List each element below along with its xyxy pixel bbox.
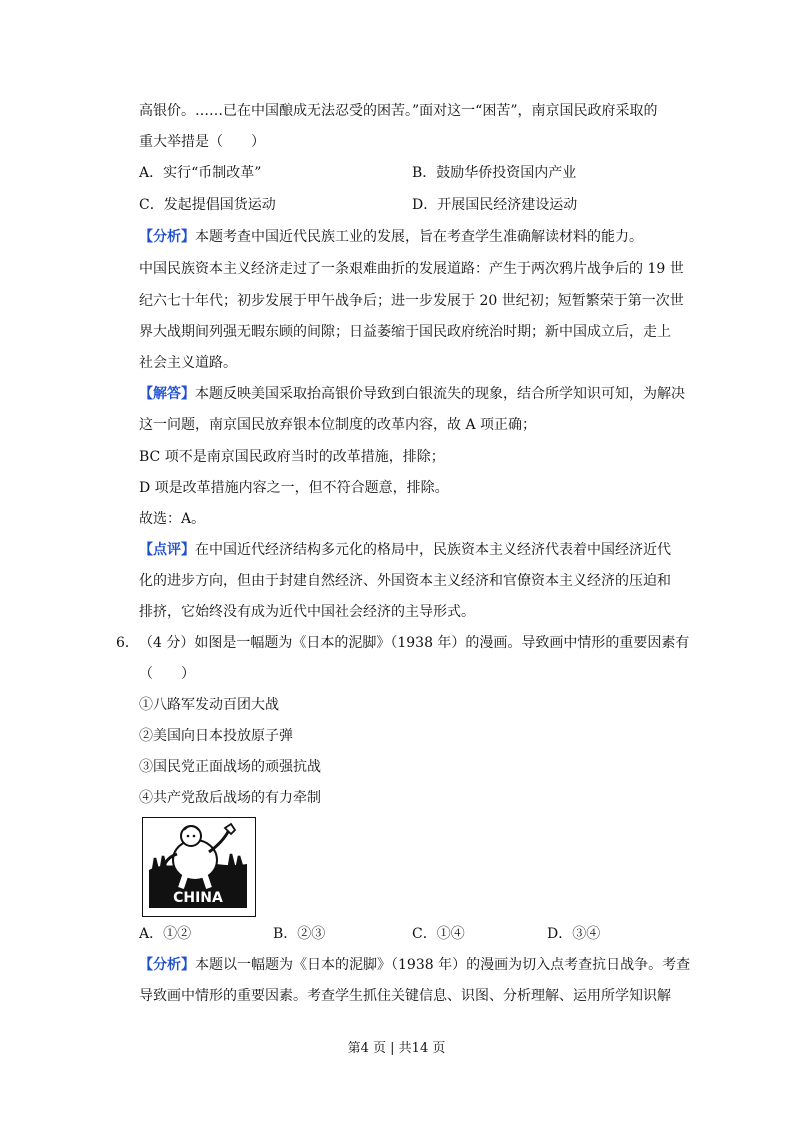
q5-answer-text-1: 本题反映美国采取抬高银价导致到白银流失的现象，结合所学知识可知，为解决 — [195, 386, 685, 402]
q5-comment-line-3: 排挤，它始终没有成为近代中国社会经济的主导形式。 — [139, 604, 475, 620]
q6-item-4: ④共产党敌后战场的有力牵制 — [139, 790, 321, 806]
q5-answer-line-3: BC 项不是南京国民政府当时的改革措施，排除； — [139, 449, 445, 465]
q5-option-a: A．实行“币制改革” — [139, 165, 262, 181]
q5-analysis-line-4: 界大战期间列强无暇东顾的间隙；日益萎缩于国民政府统治时期；新中国成立后，走上 — [139, 324, 671, 340]
q5-comment-line-2: 化的进步方向，但由于封建自然经济、外国资本主义经济和官僚资本主义经济的压迫和 — [139, 573, 671, 589]
q5-stem-line-2: 重大举措是（ ） — [139, 134, 265, 150]
q6-item-1: ①八路军发动百团大战 — [139, 697, 279, 713]
q5-option-d: D．开展国民经济建设运动 — [412, 197, 578, 213]
q6-item-2: ②美国向日本投放原子弹 — [139, 728, 293, 744]
q5-analysis-text-1: 本题考查中国近代民族工业的发展，旨在考查学生准确解读材料的能力。 — [195, 229, 643, 245]
cartoon-label: CHINA — [173, 890, 223, 906]
q6-analysis-text-1: 本题以一幅题为《日本的泥脚》（1938 年）的漫画为切入点考查抗日战争。考查 — [195, 957, 691, 973]
page-footer: 第4 页 | 共14 页 — [347, 1041, 446, 1056]
q5-comment-text-1: 在中国近代经济结构多元化的格局中，民族资本主义经济代表着中国经济近代 — [195, 542, 671, 558]
q5-analysis-line-5: 社会主义道路。 — [139, 355, 237, 371]
q6-number: 6． — [116, 635, 139, 651]
q5-comment-line-1 — [139, 540, 671, 560]
q5-analysis-line-3: 纪六七十年代；初步发展于甲午战争后；进一步发展于 20 世纪初；短暂繁荣于第一次世 — [139, 293, 684, 309]
q5-answer-line-4: D 项是改革措施内容之一，但不符合题意，排除。 — [139, 480, 449, 496]
q5-analysis-line-2: 中国民族资本主义经济走过了一条艰难曲折的发展道路：产生于两次鸦片战争后的 19 世 — [139, 261, 684, 277]
q6-analysis-line-1 — [139, 955, 690, 975]
q5-stem-line-1: 高银价。……已在中国酿成无法忍受的困苦。”面对这一“困苦”，南京国民政府采取的 — [139, 103, 658, 119]
q5-option-b: B．鼓励华侨投资国内产业 — [412, 165, 577, 181]
analysis-tag: 【分析】 — [139, 957, 195, 973]
q6-stem-line-2: （ ） — [139, 666, 195, 682]
q5-answer-line-5: 故选：A。 — [139, 511, 206, 527]
q5-answer-line-1 — [139, 384, 685, 404]
q5-answer-line-2: 这一问题，南京国民放弃银本位制度的改革内容，故 A 项正确； — [139, 417, 537, 433]
cartoon-drawing — [143, 818, 254, 915]
q6-stem-line-1: （4 分）如图是一幅题为《日本的泥脚》（1938 年）的漫画。导致画中情形的重要因素有 — [139, 635, 690, 651]
q6-option-a: A．①② — [139, 926, 192, 942]
q6-option-b: B．②③ — [273, 926, 326, 942]
answer-tag: 【解答】 — [139, 386, 195, 402]
cartoon-image — [142, 817, 256, 917]
q6-analysis-line-2: 导致画中情形的重要因素。考查学生抓住关键信息、识图、分析理解、运用所学知识解 — [139, 988, 671, 1004]
analysis-tag: 【分析】 — [139, 229, 195, 245]
q5-analysis-line-1 — [139, 227, 643, 247]
q5-option-c: C．发起提倡国货运动 — [139, 197, 276, 213]
q6-item-3: ③国民党正面战场的顽强抗战 — [139, 759, 321, 775]
q6-option-c: C．①④ — [412, 926, 465, 942]
q6-option-d: D．③④ — [547, 926, 601, 942]
comment-tag: 【点评】 — [139, 542, 195, 558]
